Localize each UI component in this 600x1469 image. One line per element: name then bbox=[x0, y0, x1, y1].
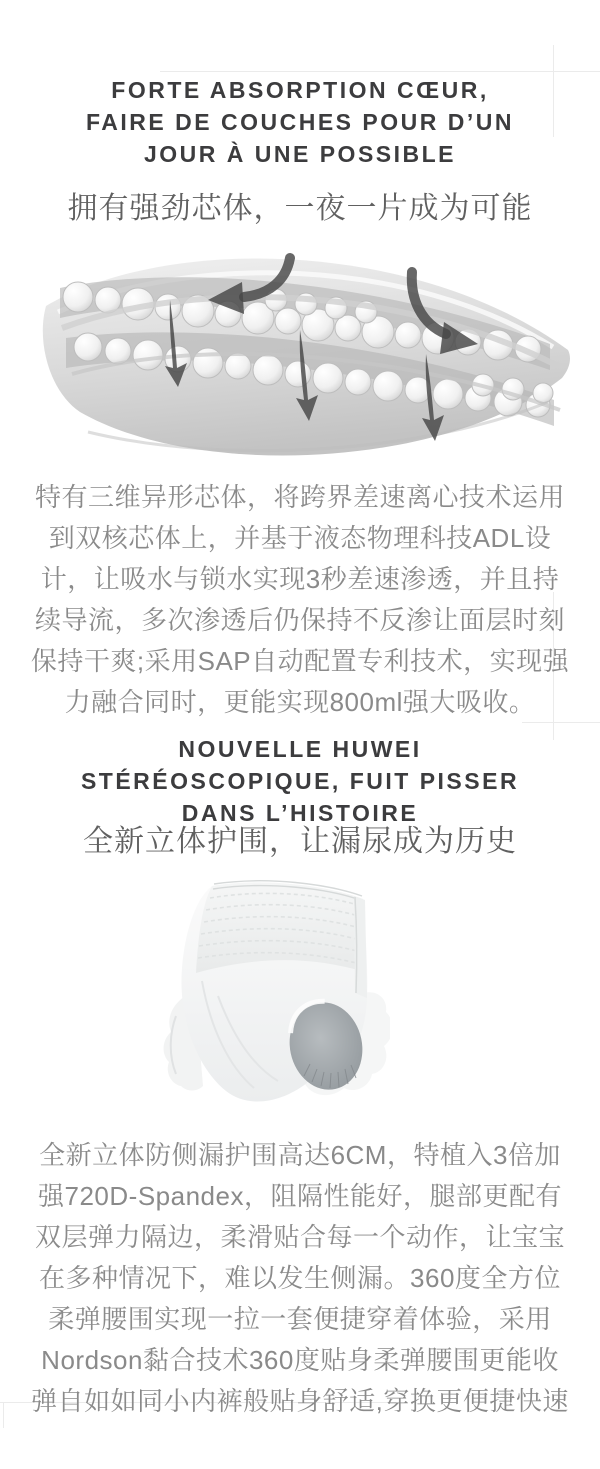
heading-line: JOUR À UNE POSSIBLE bbox=[143, 141, 457, 167]
section-absorption-body: 特有三维异形芯体，将跨界差速离心技术运用到双核芯体上，并基于液态物理科技ADL设计，让吸水与锁水实现3秒差速渗透，并且持续导流，多次渗透后仍保持不反渗让面层时刻保持干爽;采用SAP自动配置专利技术，实现强力融合同时，更能实现800ml强大吸收。 bbox=[30, 482, 570, 717]
heading-line: FORTE ABSORPTION CŒUR, bbox=[111, 77, 489, 103]
section-leakguard-heading bbox=[0, 733, 600, 829]
absorbent-core-illustration bbox=[28, 242, 572, 468]
heading-line: NOUVELLE HUWEI bbox=[178, 736, 422, 762]
divider-line-bottom-vertical bbox=[3, 1402, 4, 1428]
diaper-image bbox=[158, 876, 390, 1116]
heading-line: FAIRE DE COUCHES POUR D’UN bbox=[86, 109, 514, 135]
heading-line: DANS L’HISTOIRE bbox=[181, 800, 419, 826]
diaper-illustration bbox=[158, 876, 390, 1116]
section-absorption-subtitle: 拥有强劲芯体，一夜一片成为可能 bbox=[67, 192, 533, 225]
section-absorption-heading bbox=[0, 74, 600, 170]
section-leakguard-subtitle: 全新立体护围，让漏尿成为历史 bbox=[83, 825, 517, 858]
divider-line-top-horizontal bbox=[160, 71, 600, 72]
absorbent-core-image bbox=[28, 242, 572, 468]
section-leakguard-body: 全新立体防侧漏护围高达6CM，特植入3倍加强720D-Spandex，阻隔性能好，腿部更配有双层弹力隔边，柔滑贴合每一个动作，让宝宝在多种情况下，难以发生侧漏。360度全方位柔弹腰围实现一拉一套便捷穿着体验，采用Nordson黏合技术360度贴身柔弹腰围更能收弹自如如同小内裤般贴身舒适,穿换更便捷快速 bbox=[31, 1140, 569, 1416]
heading-line: STÉRÉOSCOPIQUE, FUIT PISSER bbox=[80, 768, 520, 794]
